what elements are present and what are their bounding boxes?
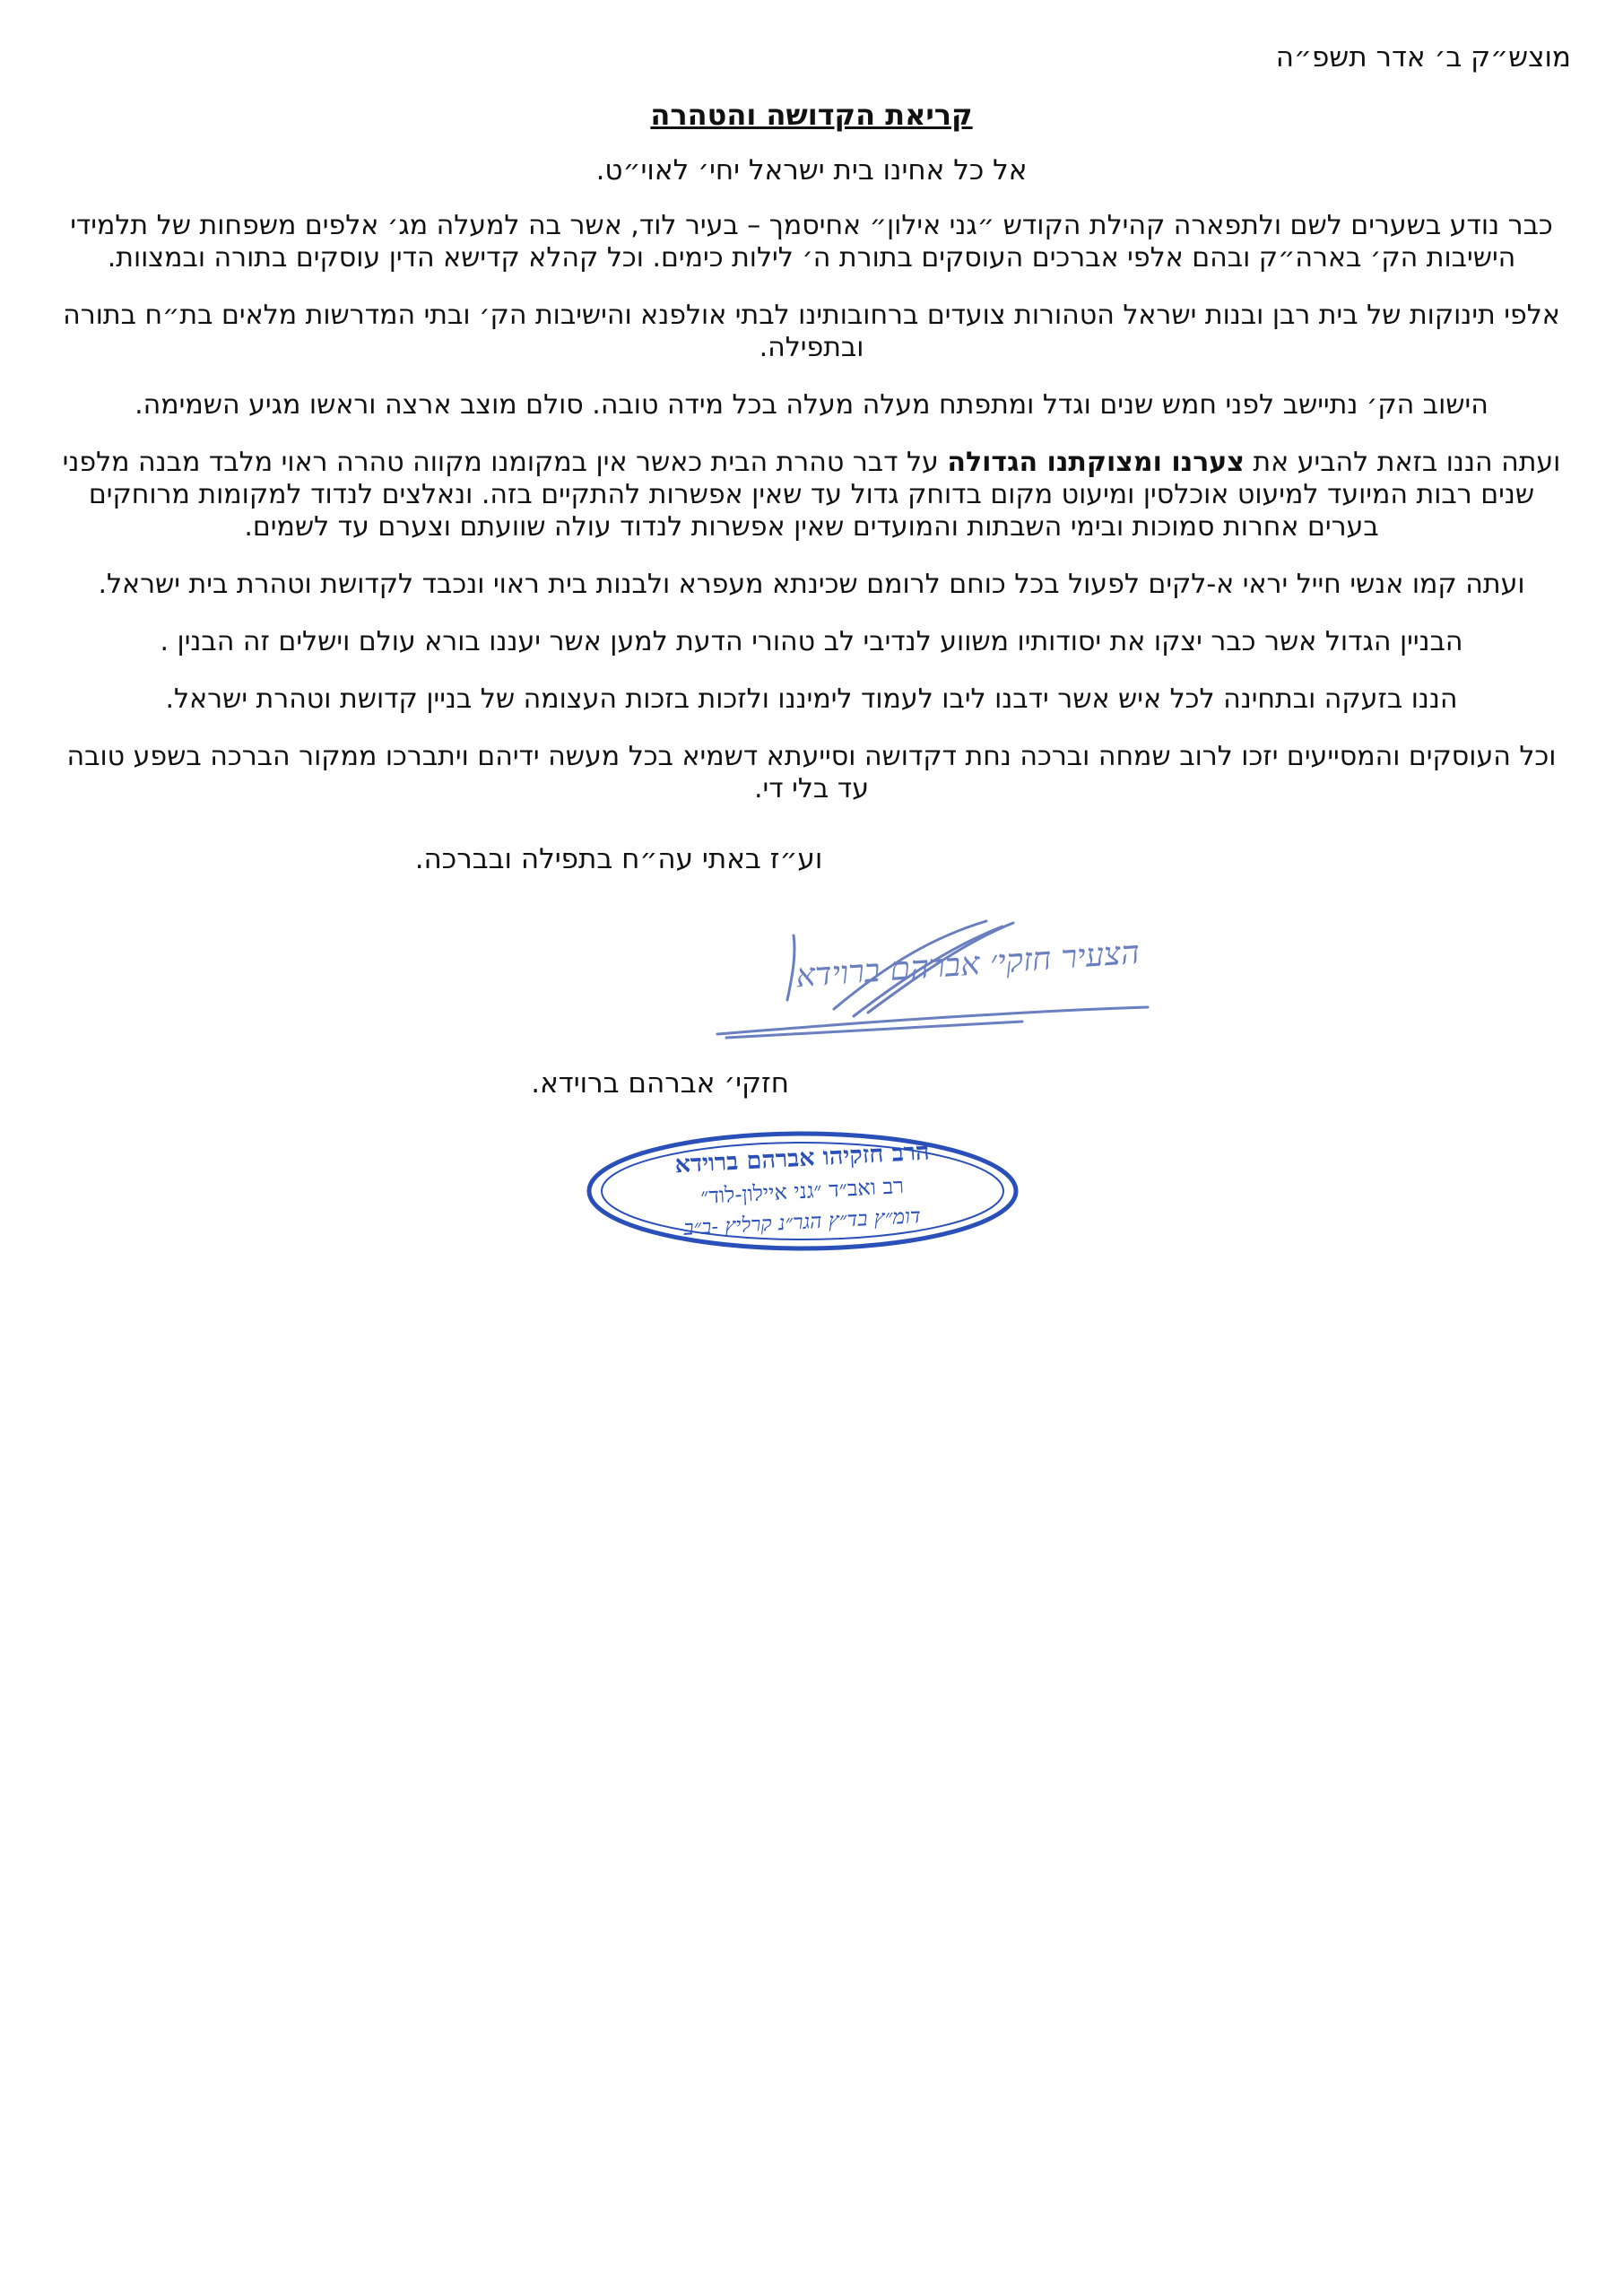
stamp-line-1: הרב חזקיהו אברהם ברוידא: [673, 1137, 931, 1179]
paragraph-3: הישוב הק׳ נתיישב לפני חמש שנים וגדל ומתפתח מעלה מעלה בכל מידה טובה. סולם מוצב ארצה וראשו מגיע השמימה.: [135, 389, 1488, 421]
paragraph-1: כבר נודע בשערים לשם ולתפארה קהילת הקודש ״גני אילון״ אחיסמך – בעיר לוד, אשר בה למעלה מג׳ אלפים משפחות של תלמידי הישיבות הק׳ בארה״ק ובהם אלפי אברכים העוסקים בתורת ה׳ לילות כימים. וכל קהלא קדישא הדין עוסקים בתורה ובמצוות.: [70, 210, 1553, 274]
paragraph-4-end: על דבר טהרת הבית כאשר אין במקומנו מקווה טהרה ראוי מלבד מבנה מלפני שנים רבות המיועד למיעוט אוכלסין ומיעוט מקום בדוחק גדול עד שאין אפשרות להתקיים בזה. ונאלצים לנדוד למקומות מרוחקים בערים אחרות סמוכות ובימי השבתות והמועדים שאין אפשרות לנדוד עולה שוועתם וצערם עד לשמים.: [62, 447, 1535, 543]
signer-name: חזקי׳ אברהם ברוידא.: [531, 1067, 789, 1100]
letter-title: קריאת הקדושה והטהרה: [650, 98, 973, 132]
letter-closing: וע״ז באתי עה״ח בתפילה ובברכה.: [414, 843, 823, 875]
stamp-line-3: דומ״ץ בד״ץ הגר״נ קרליץ -ב״ב: [682, 1205, 922, 1240]
letter-date: מוצש״ק ב׳ אדר תשפ״ה: [1275, 41, 1571, 74]
paragraph-2: אלפי תינוקות של בית רבן ובנות ישראל הטהורות צועדים ברחובותינו לבתי אולפנא והישיבות הק׳ ובתי המדרשות מלאים בת״ח בתורה ובתפילה.: [63, 300, 1560, 363]
letter-body: [54, 210, 1569, 831]
paragraph-4-start: ועתה הננו בזאת להביע את: [1244, 447, 1561, 478]
paragraph-5: ועתה קמו אנשי חייל יראי א-לקים לפעול בכל כוחם לרומם שכינתא מעפרא ולבנות בית ראוי ונכבד לקדושת וטהרת בית ישראל.: [98, 569, 1525, 600]
paragraph-6: הבניין הגדול אשר כבר יצקו את יסודותיו משווע לנדיבי לב טהורי הדעת למען אשר יעננו בורא עולם וישלים זה הבנין .: [160, 626, 1463, 657]
letter-salutation: אל כל אחינו בית ישראל יחי׳ לאוי״ט.: [595, 154, 1028, 187]
paragraph-8: וכל העוסקים והמסייעים יזכו לרוב שמחה וברכה נחת דקדושה וסייעתא דשמיא בכל מעשה ידיהם ויתברכו ממקור הברכה בשפע טובה עד בלי די.: [66, 741, 1557, 804]
signature-handwriting: הצעיר חזקי׳ אברהם ברוידא: [794, 934, 1141, 996]
paragraph-7: הננו בזעקה ובתחינה לכל איש אשר ידבנו ליבו לעמוד לימיננו ולזכות בזכות העצומה של בניין קדושת וטהרת ישראל.: [165, 683, 1458, 715]
stamp-line-2: רב ואב״ד ״גני איילון-לוד״: [699, 1173, 905, 1209]
handwritten-signature: [699, 901, 1166, 1045]
official-stamp: [583, 1128, 1022, 1254]
paragraph-4: [54, 447, 1569, 544]
paragraph-4-emphasis: צערנו ומצוקתנו הגדולה: [947, 447, 1245, 478]
